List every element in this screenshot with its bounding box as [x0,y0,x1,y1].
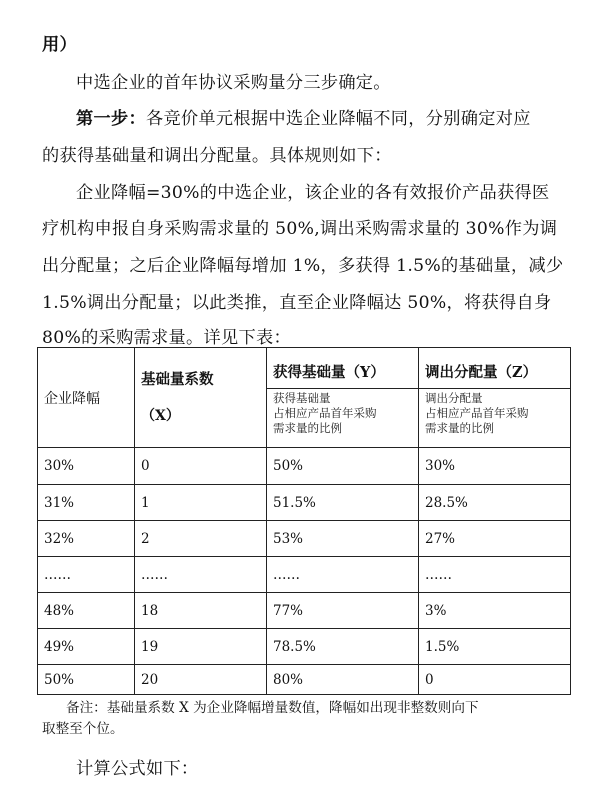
rule-line-1: 企业降幅=30%的中选企业，该企业的各有效报价产品获得医 [76,183,550,203]
cell-y: 51.5% [267,485,419,521]
cell-drop: 32% [38,521,135,557]
step-one-cont: 的获得基础量和调出分配量。具体规则如下： [42,146,392,166]
header-z-desc-2: 占相应产品首年采购 [425,405,529,420]
step-one-line [76,104,531,129]
rule-line-5: 80%的采购需求量。详见下表： [42,328,291,348]
cell-z: 27% [419,521,571,557]
intro-line: 中选企业的首年协议采购量分三步确定。 [76,73,391,93]
cell-y: 50% [267,448,419,485]
header-x-symbol: （X） [141,408,180,424]
header-z-desc [419,389,570,440]
cell-z: 0 [419,665,571,695]
step-one-text: 各竞价单元根据中选企业降幅不同，分别确定对应 [145,109,531,129]
cell-z: 1.5% [419,629,571,665]
header-y [267,348,419,448]
table-row [38,557,571,593]
cell-x: 20 [135,665,267,695]
table-row [38,448,571,485]
cell-x: 18 [135,593,267,629]
cell-drop: 48% [38,593,135,629]
cell-z: …… [419,557,571,593]
cell-x: 0 [135,448,267,485]
step-one-label: 第一步： [76,109,146,129]
header-y-desc-1: 获得基础量 [273,390,331,405]
cell-drop: 50% [38,665,135,695]
table-header-row [38,348,571,448]
cell-x: 19 [135,629,267,665]
header-z [419,348,571,448]
cell-y: 53% [267,521,419,557]
cell-x: 1 [135,485,267,521]
header-z-desc-1: 调出分配量 [425,390,483,405]
header-x [135,348,267,448]
cell-y: 80% [267,665,419,695]
header-x-title: 基础量系数 [141,371,214,388]
cell-y: 77% [267,593,419,629]
fragment-line: 用） [42,35,77,55]
cell-z: 30% [419,448,571,485]
header-y-title: 获得基础量（Y） [267,356,418,389]
quota-table [37,347,571,695]
cell-y: 78.5% [267,629,419,665]
cell-drop: 31% [38,485,135,521]
cell-y: …… [267,557,419,593]
header-z-desc-3: 需求量的比例 [425,420,494,435]
cell-z: 3% [419,593,571,629]
rule-line-2: 疗机构申报自身采购需求量的 50%,调出采购需求量的 30%作为调 [42,219,558,239]
formula-intro: 计算公式如下： [76,759,199,779]
cell-drop: 30% [38,448,135,485]
header-y-desc-2: 占相应产品首年采购 [273,405,377,420]
cell-x: 2 [135,521,267,557]
cell-z: 28.5% [419,485,571,521]
header-z-title: 调出分配量（Z） [419,356,570,389]
cell-drop: 49% [38,629,135,665]
rule-line-3: 出分配量；之后企业降幅每增加 1%，多获得 1.5%的基础量，减少 [42,256,564,276]
table-note-line-1: 备注：基础量系数 X 为企业降幅增量数值，降幅如出现非整数则向下 [66,700,479,716]
table-row [38,593,571,629]
header-y-desc-3: 需求量的比例 [273,420,342,435]
rule-line-4: 1.5%调出分配量；以此类推，直至企业降幅达 50%，将获得自身 [42,293,552,313]
header-y-desc [267,389,418,440]
table-note-line-2: 取整至个位。 [42,721,124,737]
table-row [38,665,571,695]
table-row [38,521,571,557]
cell-drop: …… [38,557,135,593]
header-drop: 企业降幅 [38,348,135,448]
table-row [38,485,571,521]
cell-x: …… [135,557,267,593]
table-row [38,629,571,665]
